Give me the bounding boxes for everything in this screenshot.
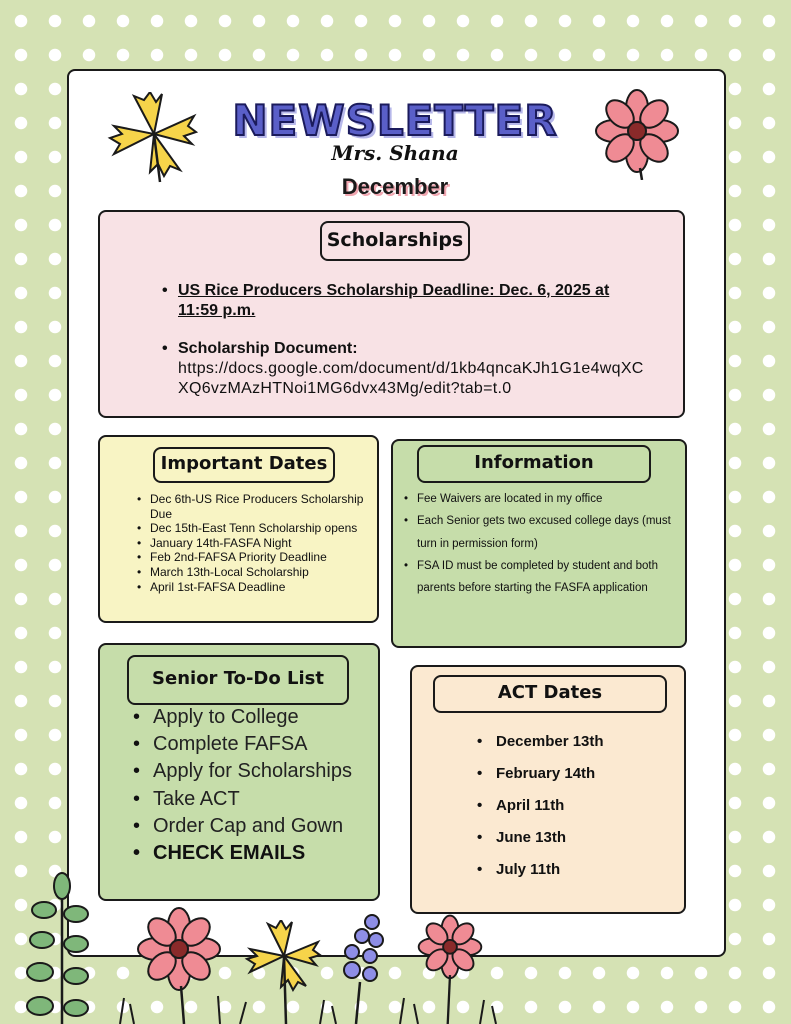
pink-flower-icon — [590, 88, 684, 180]
list-item: • July 11th — [496, 854, 676, 886]
list-item: • April 11th — [496, 790, 676, 822]
scholarships-heading: Scholarships — [320, 221, 470, 261]
act-dates-heading: ACT Dates — [433, 675, 667, 713]
senior-todo-list — [153, 704, 375, 867]
list-item[interactable] — [178, 281, 648, 321]
list-item: • Apply for Scholarships — [153, 758, 375, 785]
list-item: • CHECK EMAILS — [153, 840, 375, 867]
scholarship-doc-url[interactable]: https://docs.google.com/document/d/1kb4qncaKJh1G1e4wqXCXQ6vzMAzHTNoi1MG6dvx43Mg/edit?tab=t.0 — [178, 360, 644, 397]
important-dates-heading: Important Dates — [153, 447, 335, 483]
list-item: • Feb 2nd-FAFSA Priority Deadline — [150, 550, 365, 565]
important-dates-list — [150, 492, 365, 594]
list-item: • Complete FAFSA — [153, 731, 375, 758]
list-item: • FSA ID must be completed by student and both parents before starting the FASFA application — [417, 555, 679, 600]
scholarship-deadline-link[interactable]: US Rice Producers Scholarship Deadline: Dec. 6, 2025 at 11:59 p.m. — [178, 282, 610, 319]
scholarships-list — [178, 281, 648, 417]
list-item: • January 14th-FASFA Night — [150, 536, 365, 551]
list-item — [178, 339, 648, 399]
list-item: • February 14th — [496, 758, 676, 790]
list-item: • December 13th — [496, 726, 676, 758]
list-item: • Dec 15th-East Tenn Scholarship opens — [150, 521, 365, 536]
list-item: • Fee Waivers are located in my office — [417, 488, 679, 510]
list-item: • Dec 6th-US Rice Producers Scholarship Due — [150, 492, 365, 521]
list-item: • Each Senior gets two excused college days (must turn in permission form) — [417, 510, 679, 555]
senior-todo-heading: Senior To-Do List — [127, 655, 349, 705]
yellow-flower-icon — [104, 92, 200, 184]
scholarship-doc-label: • Scholarship Document: — [178, 340, 358, 357]
newsletter-title: NEWSLETTER — [232, 96, 558, 145]
list-item: • Order Cap and Gown — [153, 813, 375, 840]
leafy-vine-icon — [18, 868, 90, 1024]
act-dates-list — [496, 726, 676, 886]
list-item: • June 13th — [496, 822, 676, 854]
list-item: • April 1st-FAFSA Deadline — [150, 580, 365, 595]
information-heading: Information — [417, 445, 651, 483]
information-list — [417, 488, 679, 599]
grass-icon — [100, 990, 520, 1024]
list-item: • Take ACT — [153, 786, 375, 813]
list-item: • March 13th-Local Scholarship — [150, 565, 365, 580]
signature: Mrs. Shana — [331, 141, 459, 165]
list-item: • Apply to College — [153, 704, 375, 731]
newsletter-month: December — [341, 174, 449, 199]
